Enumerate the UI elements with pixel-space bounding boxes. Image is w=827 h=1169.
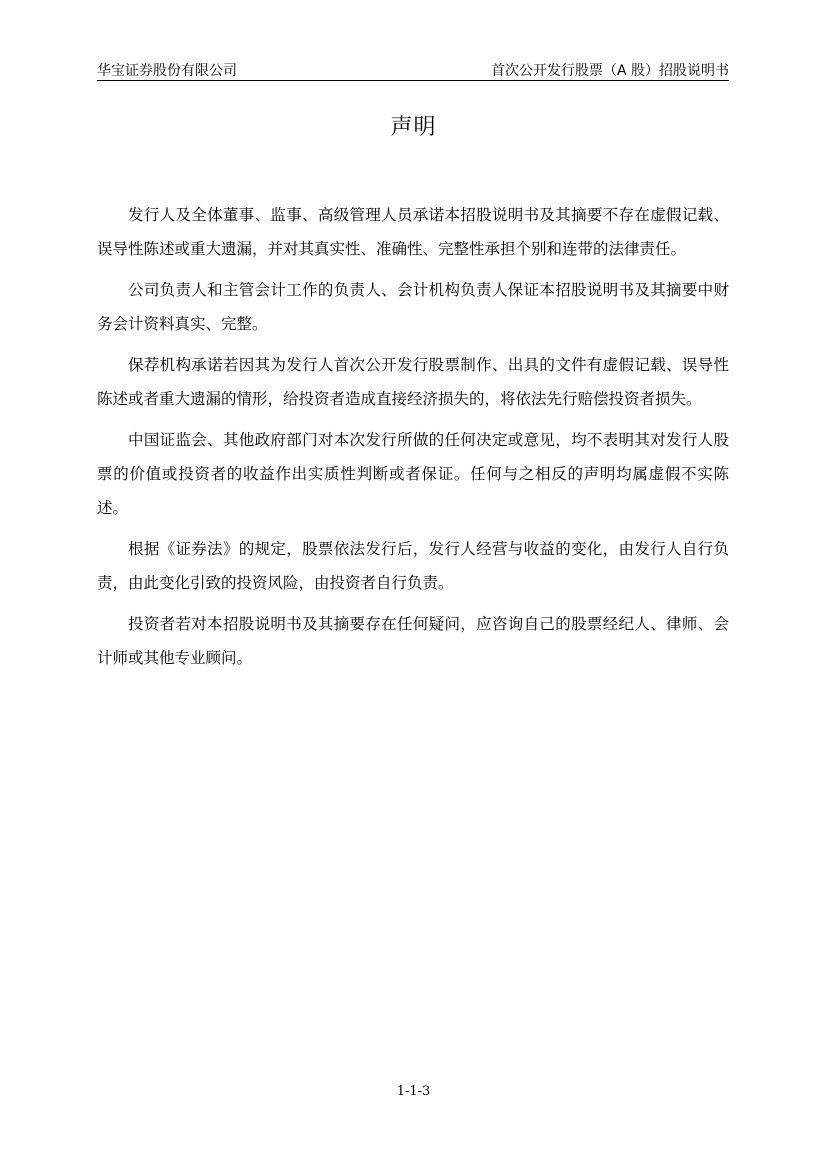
paragraph-securities-law: 根据《证券法》的规定，股票依法发行后，发行人经营与收益的变化，由发行人自行负责，由此变化引致的投资风险，由投资者自行负责。	[97, 540, 729, 592]
paragraph-issuer-commitment: 发行人及全体董事、监事、高级管理人员承诺本招股说明书及其摘要不存在虚假记载、误导性陈述或重大遗漏，并对其真实性、准确性、完整性承担个别和连带的法律责任。	[97, 206, 729, 258]
page-title: 声明	[390, 115, 437, 140]
paragraph-sponsor-commitment: 保荐机构承诺若因其为发行人首次公开发行股票制作、出具的文件有虚假记载、误导性陈述或者重大遗漏的情形，给投资者造成直接经济损失的，将依法先行赔偿投资者损失。	[97, 356, 729, 408]
page-header	[97, 58, 729, 81]
paragraph-regulator-disclaimer: 中国证监会、其他政府部门对本次发行所做的任何决定或意见，均不表明其对发行人股票的价值或投资者的收益作出实质性判断或者保证。任何与之相反的声明均属虚假不实陈述。	[97, 431, 729, 517]
header-document-title: 首次公开发行股票（A 股）招股说明书	[490, 63, 729, 79]
paragraph-financial-responsibility: 公司负责人和主管会计工作的负责人、会计机构负责人保证本招股说明书及其摘要中财务会计资料真实、完整。	[97, 281, 729, 333]
declaration-body	[97, 198, 729, 682]
header-company-name: 华宝证券股份有限公司	[97, 63, 237, 79]
page-number: 1-1-3	[396, 1084, 431, 1099]
paragraph-investor-advice: 投资者若对本招股说明书及其摘要存在任何疑问，应咨询自己的股票经纪人、律师、会计师或其他专业顾问。	[97, 615, 729, 667]
